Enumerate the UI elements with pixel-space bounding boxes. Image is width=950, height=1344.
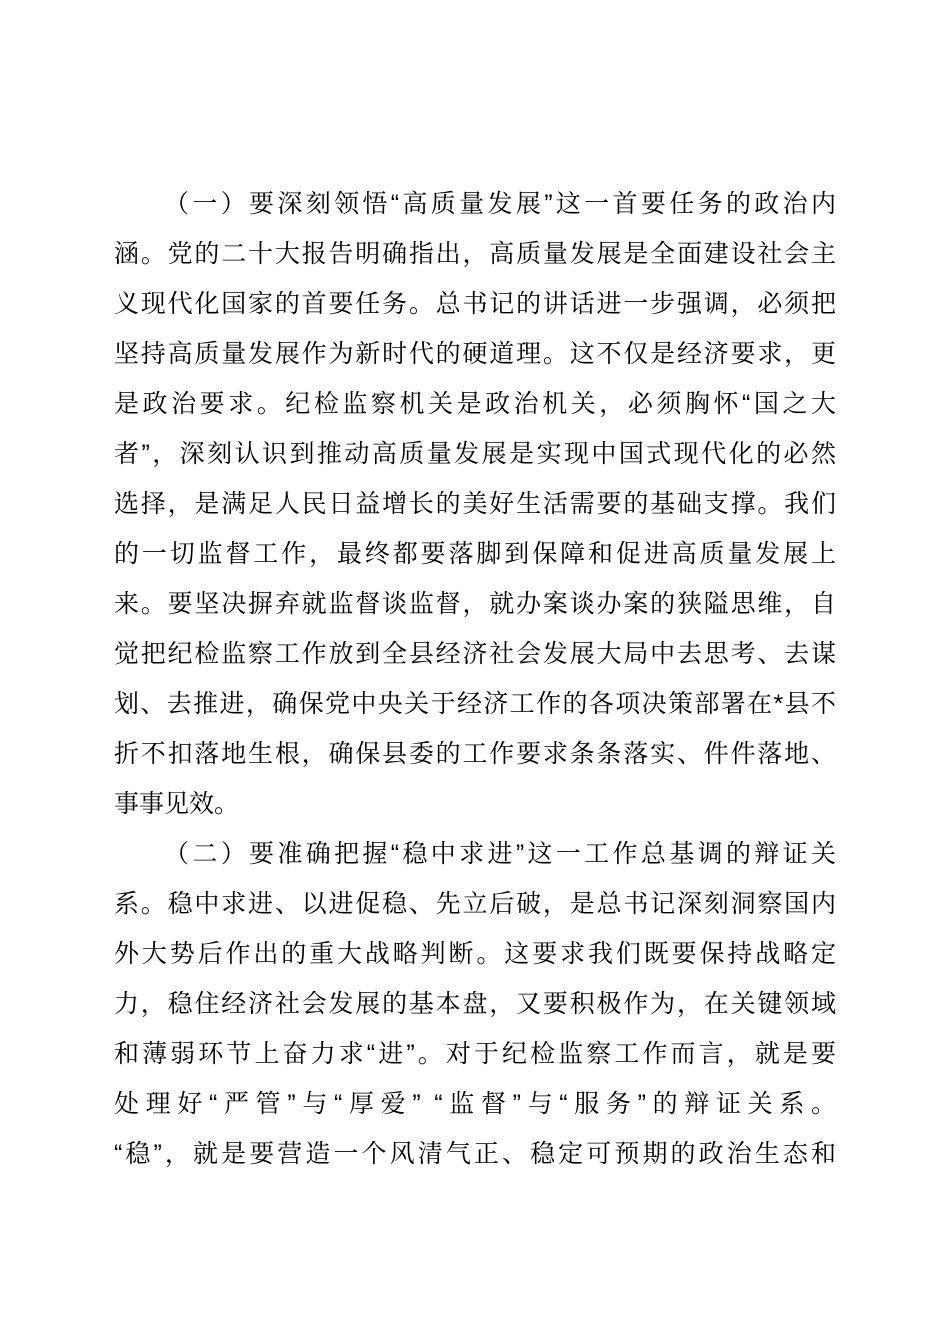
text-line: 处理好“严管”与“厚爱” “监督”与“服务”的辩证关系。 — [114, 1090, 836, 1118]
text-line: （一）要深刻领悟“高质量发展”这一首要任务的政治内 — [164, 190, 836, 218]
document-body — [114, 179, 836, 1179]
text-line: 的一切监督工作，最终都要落脚到保障和促进高质量发展上 — [114, 540, 836, 568]
text-line: 觉把纪检监察工作放到全县经济社会发展大局中去思考、去谋 — [114, 640, 836, 668]
text-line: 和薄弱环节上奋力求“进”。对于纪检监察工作而言，就是要 — [114, 1040, 836, 1068]
text-line: 力，稳住经济社会发展的基本盘，又要积极作为，在关键领域 — [114, 990, 836, 1018]
text-line: 坚持高质量发展作为新时代的硬道理。这不仅是经济要求，更 — [114, 340, 836, 368]
text-line: 划、去推进，确保党中央关于经济工作的各项决策部署在*县不 — [114, 690, 836, 718]
text-line: “稳”，就是要营造一个风清气正、稳定可预期的政治生态和 — [114, 1140, 836, 1168]
text-line: 系。稳中求进、以进促稳、先立后破，是总书记深刻洞察国内 — [114, 890, 836, 918]
text-line: 者”，深刻认识到推动高质量发展是实现中国式现代化的必然 — [114, 440, 836, 468]
text-line: 事事见效。 — [114, 790, 240, 818]
paragraph — [114, 179, 836, 829]
text-line: 折不扣落地生根，确保县委的工作要求条条落实、件件落地、 — [114, 740, 836, 768]
text-line: 义现代化国家的首要任务。总书记的讲话进一步强调，必须把 — [114, 290, 836, 318]
paragraph — [114, 829, 836, 1179]
text-line: 选择，是满足人民日益增长的美好生活需要的基础支撑。我们 — [114, 490, 836, 518]
text-line: 来。要坚决摒弃就监督谈监督，就办案谈办案的狭隘思维，自 — [114, 590, 836, 618]
text-line: 涵。党的二十大报告明确指出，高质量发展是全面建设社会主 — [114, 240, 836, 268]
text-line: （二）要准确把握“稳中求进”这一工作总基调的辩证关 — [164, 840, 836, 868]
text-line: 外大势后作出的重大战略判断。这要求我们既要保持战略定 — [114, 940, 836, 968]
text-line: 是政治要求。纪检监察机关是政治机关，必须胸怀“国之大 — [114, 390, 836, 418]
